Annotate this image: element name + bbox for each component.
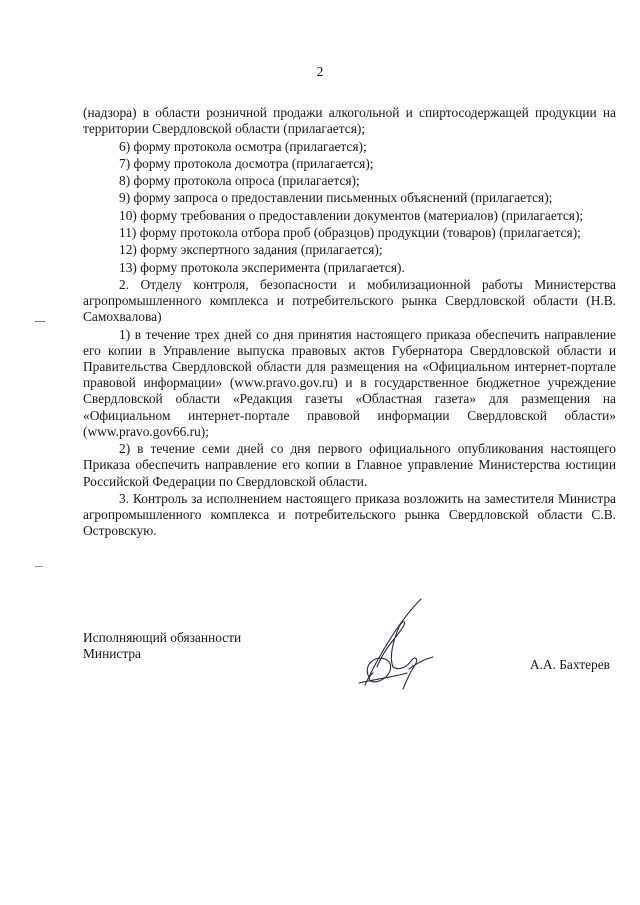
signatory-position-line1: Исполняющий обязанности [83,630,242,645]
clause-2: 2. Отделу контроля, безопасности и мобилизационной работы Министерства агропромышленного комплекса и потребительского рынка Свердловской области (Н.В. Самохвалова) [83,276,616,325]
signatory-name: А.А. Бахтерев [529,657,610,672]
list-item-13: 13) форму протокола эксперимента (прилагается). [119,259,405,275]
page-number: 2 [316,64,324,79]
signatory-position-line2: Министра [83,646,142,662]
list-item-6: 6) форму протокола осмотра (прилагается); [119,138,367,154]
margin-mark [35,321,45,322]
signature-stroke [365,599,421,685]
list-item-8: 8) форму протокола опроса (прилагается); [119,173,360,189]
list-item-10: 10) форму требования о предоставлении документов (материалов) (прилагается); [119,207,584,223]
clause-2-item-2: 2) в течение семи дней со дня первого официального опубликования настоящего Приказа обеспечить направление его копии в Главное управление Министерства юстиции Российской Федерации по Свердловской области. [83,441,616,489]
margin-mark [35,566,43,567]
signature-stroke [359,673,407,683]
document-body [83,105,616,541]
list-item-12: 12) форму экспертного задания (прилагается); [119,242,383,258]
paragraph-continuation: (надзора) в области розничной продажи алкогольной и спиртосодержащей продукции на территории Свердловской области (прилагается); [83,105,616,137]
handwritten-signature [333,597,453,697]
list-item-9: 9) форму запроса о предоставлении письменных объяснений (прилагается); [119,190,553,206]
clause-2-item-1: 1) в течение трех дней со дня принятия настоящего приказа обеспечить направление его копии в Управление выпуска правовых актов Губернатора Свердловской области и Правительства Свердловской области для размещения на «Официальном интернет-портале правовой информации» (www.pravo.gov.ru) и в государственное бюджетное учреждение Свердловской области «Редакция газеты «Областная газета» для размещения на «Официальном интернет-портале правовой информации Свердловской области» (www.pravo.gov66.ru); [83,326,616,439]
list-item-11: 11) форму протокола отбора проб (образцов) продукции (товаров) (прилагается); [119,224,581,240]
list-item-7: 7) форму протокола досмотра (прилагается); [119,155,374,171]
clause-3: 3. Контроль за исполнением настоящего приказа возложить на заместителя Министра агропромышленного комплекса и потребительского рынка Свердловской области С.В. Островскую. [83,490,616,539]
signatory-position [83,630,241,663]
signature-block [83,630,616,710]
signature-stroke [377,622,405,667]
